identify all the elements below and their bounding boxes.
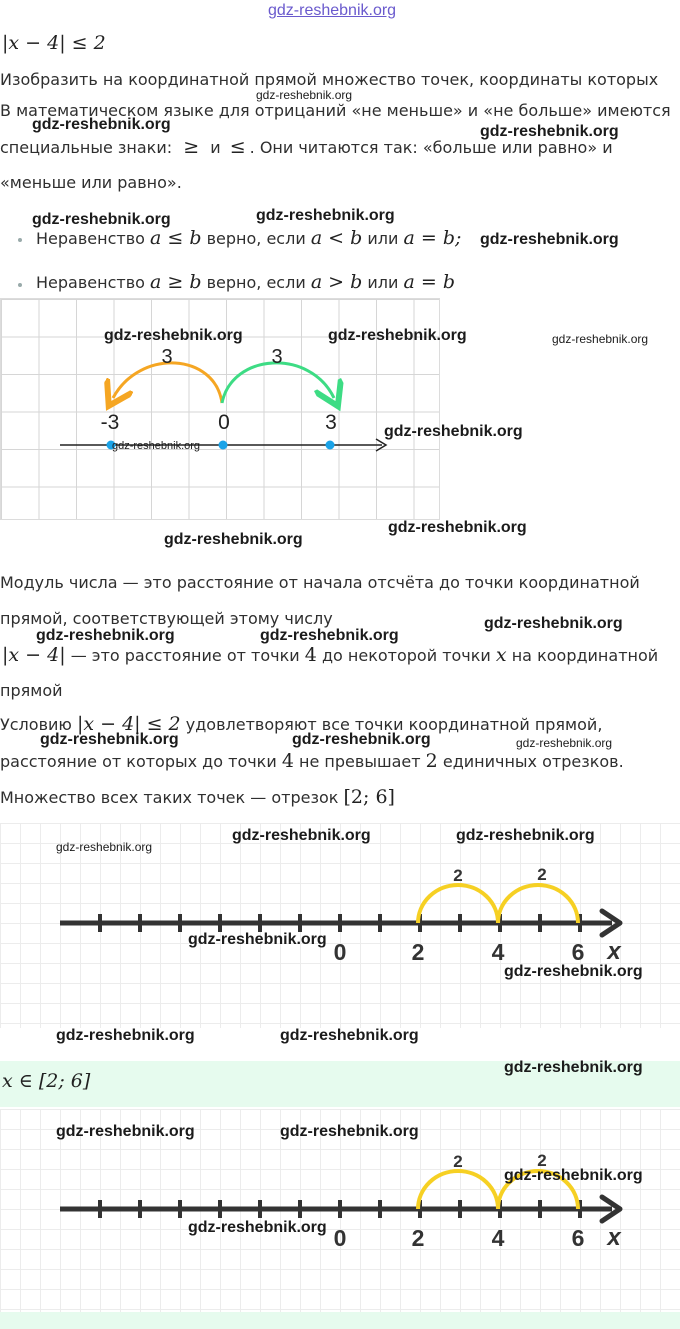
watermark: gdz-reshebnik.org	[384, 423, 523, 440]
point-number: 4	[281, 750, 294, 772]
condition-expr: |x − 4| ≤ 2	[76, 713, 181, 735]
task-inequality	[2, 33, 106, 54]
explanation-line-5-a: Условию	[0, 715, 72, 734]
watermark: gdz-reshebnik.org	[256, 207, 395, 224]
watermark: gdz-reshebnik.org	[504, 1167, 643, 1184]
axis-label: x	[607, 1224, 621, 1251]
point-label: 3	[325, 411, 337, 434]
watermark: gdz-reshebnik.org	[388, 519, 527, 536]
arc-label: 2	[453, 1152, 463, 1171]
explanation-line-1: Модуль числа — это расстояние от начала отсчёта до точки координатной	[0, 573, 640, 592]
bullet-expr: a ≤ b	[150, 227, 202, 249]
tick-label: 2	[411, 939, 425, 965]
word-and: и	[210, 138, 221, 157]
explanation-line-7-a: Множество всех таких точек — отрезок	[0, 788, 339, 807]
explanation-line-4: прямой	[0, 681, 63, 700]
watermark: gdz-reshebnik.org	[292, 731, 431, 748]
bullet-mid: верно, если	[206, 273, 306, 292]
watermark: gdz-reshebnik.org	[480, 231, 619, 248]
arc-label: 2	[453, 866, 463, 885]
watermark: gdz-reshebnik.org	[188, 931, 327, 948]
explanation-line-7	[0, 787, 395, 808]
bullet-mid: верно, если	[206, 229, 306, 248]
explanation-line-3	[2, 645, 658, 666]
bullet-item-2	[36, 272, 455, 293]
explanation-line-3-a: — это расстояние от точки	[70, 646, 300, 665]
variable-x: x	[495, 644, 507, 666]
point-0	[219, 441, 228, 450]
watermark: gdz-reshebnik.org	[232, 827, 371, 844]
watermark: gdz-reshebnik.org	[552, 332, 649, 346]
answer-box-bottom	[0, 1312, 680, 1329]
watermark: gdz-reshebnik.org	[56, 840, 153, 854]
bullet-dot	[18, 283, 22, 287]
unit-count: 2	[425, 750, 438, 772]
watermark: gdz-reshebnik.org	[504, 1059, 643, 1076]
orange-arc	[113, 363, 222, 403]
watermark: gdz-reshebnik.org	[516, 736, 613, 750]
answer-expr: x ∈ [2; 6]	[2, 1070, 91, 1092]
bullet-prefix: Неравенство	[36, 229, 145, 248]
bullet-or: или	[367, 273, 399, 292]
explanation-line-6-a: расстояние от которых до точки	[0, 752, 277, 771]
watermark: gdz-reshebnik.org	[280, 1027, 419, 1044]
theory-line-2-end: . Они читаются так: «больше или равно» и	[249, 138, 613, 157]
point-number: 4	[304, 644, 317, 666]
watermark: gdz-reshebnik.org	[104, 327, 243, 344]
explanation-line-3-b: до некоторой точки	[321, 646, 491, 665]
tick-label: 4	[491, 1225, 505, 1251]
theory-line-2-start: специальные знаки:	[0, 138, 173, 157]
left-arc-label: 3	[161, 346, 173, 368]
watermark: gdz-reshebnik.org	[36, 627, 175, 644]
watermark: gdz-reshebnik.org	[40, 731, 179, 748]
explanation-line-6-b: не превышает	[299, 752, 421, 771]
watermark: gdz-reshebnik.org	[32, 116, 171, 133]
axis-label: x	[607, 938, 621, 965]
arc-label: 2	[537, 865, 547, 884]
explanation-line-6-c: единичных отрезков.	[442, 752, 624, 771]
watermark: gdz-reshebnik.org	[456, 827, 595, 844]
bullet-dot	[18, 238, 22, 242]
watermark: gdz-reshebnik.org	[480, 123, 619, 140]
watermark: gdz-reshebnik.org	[256, 88, 353, 102]
task-instruction: Изобразить на координатной прямой множество точек, координаты которых	[0, 70, 659, 89]
point-label: 0	[218, 411, 230, 434]
tick-label: 4	[491, 939, 505, 965]
bullet-cond-2: a = b	[403, 271, 456, 293]
symbol-less-equal: ≤	[229, 136, 246, 158]
theory-line-3: «меньше или равно».	[0, 173, 182, 192]
point-3	[326, 441, 335, 450]
symbol-greater-equal: ≥	[183, 136, 200, 158]
watermark: gdz-reshebnik.org	[504, 963, 643, 980]
theory-line-2	[0, 137, 613, 158]
bullet-prefix: Неравенство	[36, 273, 145, 292]
inequality-expression: |x − 4| ≤ 2	[2, 32, 106, 54]
tick-label: 6	[571, 939, 585, 965]
watermark: gdz-reshebnik.org	[32, 211, 171, 228]
watermark: gdz-reshebnik.org	[56, 1123, 195, 1140]
explanation-line-2: прямой, соответствующей этому числу	[0, 609, 333, 628]
explanation-line-5-b: удовлетворяют все точки координатной прямой,	[185, 715, 603, 734]
bullet-cond-2: a = b;	[403, 227, 462, 249]
site-watermark-link[interactable]: gdz-reshebnik.org	[268, 2, 397, 19]
arc-label: 2	[537, 1151, 547, 1170]
explanation-line-3-c: на координатной	[511, 646, 659, 665]
bullet-expr: a ≥ b	[150, 271, 202, 293]
modulus-expr: |x − 4|	[2, 644, 66, 666]
tick-label: 2	[411, 1225, 425, 1251]
explanation-line-6	[0, 751, 624, 772]
bullet-cond-1: a < b	[310, 227, 363, 249]
watermark: gdz-reshebnik.org	[164, 531, 303, 548]
theory-line-1: В математическом языке для отрицаний «не меньше» и «не больше» имеются	[0, 101, 671, 120]
watermark: gdz-reshebnik.org	[112, 440, 201, 452]
tick-label: 0	[333, 939, 347, 965]
point-label: -3	[100, 411, 120, 434]
watermark: gdz-reshebnik.org	[280, 1123, 419, 1140]
tick-label: 6	[571, 1225, 585, 1251]
bullet-cond-1: a > b	[310, 271, 363, 293]
green-arc	[222, 363, 334, 403]
answer-line	[2, 1071, 90, 1092]
watermark: gdz-reshebnik.org	[260, 627, 399, 644]
watermark: gdz-reshebnik.org	[484, 615, 623, 632]
bullet-item-1	[36, 228, 461, 249]
watermark: gdz-reshebnik.org	[188, 1219, 327, 1236]
tick-label: 0	[333, 1225, 347, 1251]
watermark: gdz-reshebnik.org	[56, 1027, 195, 1044]
bullet-or: или	[367, 229, 399, 248]
right-arc-label: 3	[271, 346, 283, 368]
segment-expr: [2; 6]	[343, 786, 395, 808]
watermark: gdz-reshebnik.org	[328, 327, 467, 344]
